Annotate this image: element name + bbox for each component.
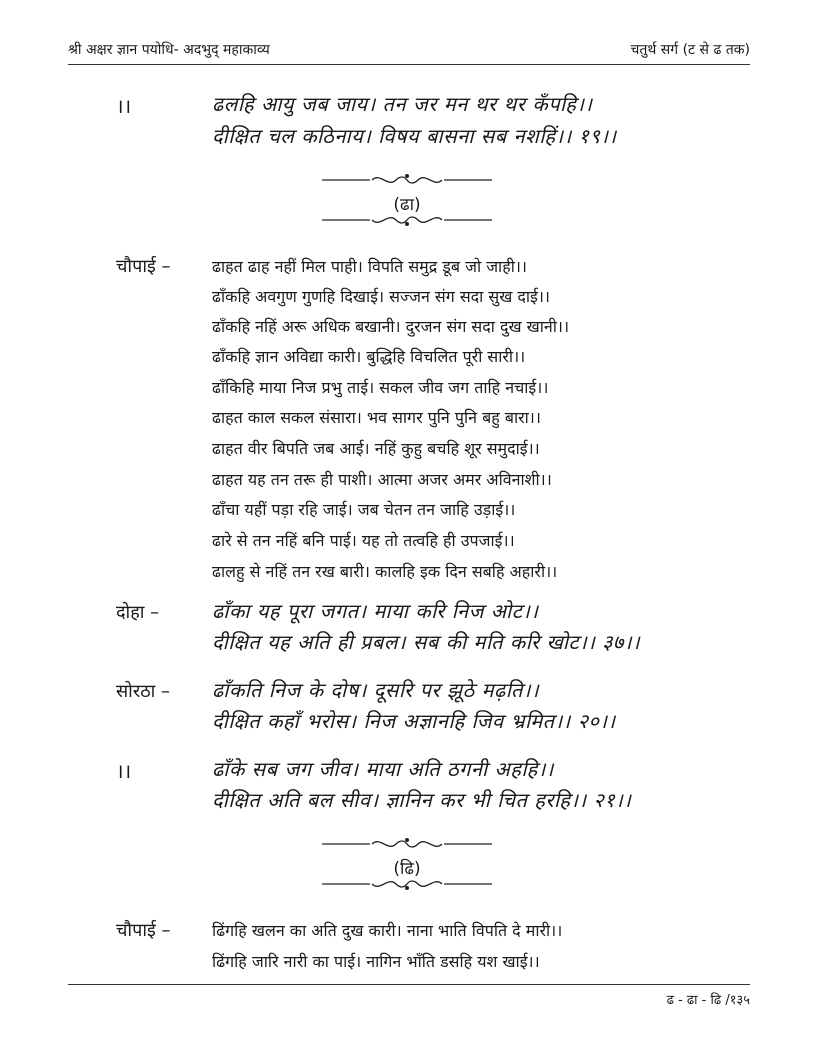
footer-rule xyxy=(68,984,750,985)
page-number: ढ - ढा - ढि /१३५ xyxy=(666,993,750,1008)
verse-line: दीक्षित चल कठिनाय। विषय बासना सब नशहिं।। १९।। xyxy=(212,124,617,148)
verse-line: ढलहि आयु जब जाय। तन जर मन थर थर कँपहि।। xyxy=(212,92,593,116)
page-header xyxy=(68,38,750,65)
chaupai-line: ढाहत ढाह नहीं मिल पाही। विपति समुद्र डूब जो जाही।। xyxy=(212,257,527,276)
chaupai-line: ढाँकहि नहिं अरू अधिक बखानी। दुरजन संग सदा दुख खानी।। xyxy=(212,317,570,336)
section-title: (ढि) xyxy=(393,859,421,879)
section-title: (ढा) xyxy=(393,195,421,215)
chapter-title: चतुर्थ सर्ग (ट से ढ तक) xyxy=(630,42,750,58)
chaupai-line: ढाहत यह तन तरू ही पाशी। आत्मा अजर अमर अविनाशी।। xyxy=(212,470,552,489)
chaupai-label: चौपाई – xyxy=(116,920,171,941)
chaupai-line: ढिंगहि खलन का अति दुख कारी। नाना भाति विपति दे मारी।। xyxy=(212,921,563,940)
verse-line: ढाँके सब जग जीव। माया अति ठगनी अहहि।। xyxy=(212,757,554,781)
ornament-divider xyxy=(322,836,492,852)
chaupai-line: ढाहत वीर बिपति जब आई। नहिं कुहु बचहि शूर समुदाई।। xyxy=(212,439,540,458)
verse-line: दीक्षित अति बल सीव। ज्ञानिन कर भी चित हरहि।। २१।। xyxy=(212,788,632,812)
chaupai-line: ढालहु से नहिं तन रख बारी। कालहि इक दिन सबहि अहारी।। xyxy=(212,562,558,581)
chaupai-line: ढारे से तन नहिं बनि पाई। यह तो तत्वहि ही उपजाई।। xyxy=(212,531,515,550)
chaupai-line: ढाँकहि ज्ञान अविद्या कारी। बुद्धिहि विचलित पूरी सारी।। xyxy=(212,347,526,366)
soratha-line: ढाँकति निज के दोष। दूसरि पर झूठे मढ़ति।। xyxy=(212,678,540,702)
soratha-label: सोरठा – xyxy=(116,681,171,702)
chaupai-line: ढाँकहि अवगुण गुणहि दिखाई। सज्जन संग सदा सुख दाई।। xyxy=(212,287,551,306)
chaupai-line: ढिंगहि जारि नारी का पाई। नागिन भाँति डसहि यश खाई।। xyxy=(212,952,540,971)
verse-marker: ।। xyxy=(116,759,132,783)
ornament-divider xyxy=(322,172,492,188)
soratha-line: दीक्षित कहाँ भरोस। निज अज्ञानहि जिव भ्रमित।। २०।। xyxy=(212,709,616,733)
ornament-divider xyxy=(322,212,492,228)
book-title: श्री अक्षर ज्ञान पयोधि- अदभुद् महाकाव्य xyxy=(68,42,270,58)
chaupai-line: ढाँकिहि माया निज प्रभु ताई। सकल जीव जग ताहि नचाई।। xyxy=(212,378,549,397)
doha-line: दीक्षित यह अति ही प्रबल। सब की मति करि खोट।। ३७।। xyxy=(212,630,641,654)
ornament-divider xyxy=(322,876,492,892)
doha-line: ढाँका यह पूरा जगत। माया करि निज ओट।। xyxy=(212,599,539,623)
doha-label: दोहा – xyxy=(116,602,160,623)
chaupai-label: चौपाई – xyxy=(116,256,171,277)
chaupai-line: ढाँचा यहीं पड़ा रहि जाई। जब चेतन तन जाहि उड़ाई।। xyxy=(212,500,516,519)
verse-marker: ।। xyxy=(116,94,132,118)
chaupai-line: ढाहत काल सकल संसारा। भव सागर पुनि पुनि बहु बारा।। xyxy=(212,408,541,427)
